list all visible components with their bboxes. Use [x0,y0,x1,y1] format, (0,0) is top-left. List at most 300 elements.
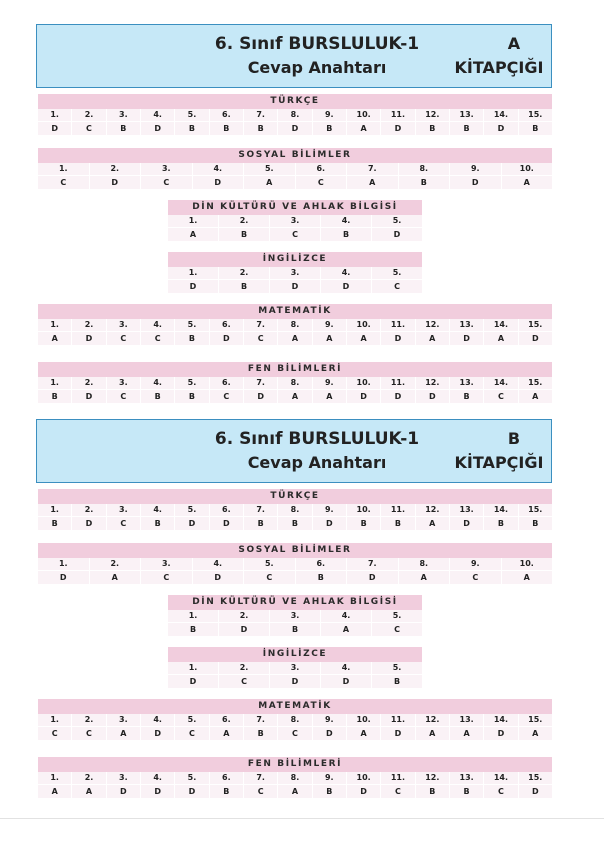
answer-cell [321,610,372,636]
answer-letter: C [120,519,127,528]
answer-cell [175,772,209,798]
question-number: 4. [193,558,244,571]
answer-cell [450,558,502,584]
answer-cell [141,558,193,584]
answer-letter: C [189,729,195,738]
answer-letter: D [497,729,505,738]
question-number: 2. [72,714,105,727]
question-number: 5. [372,267,422,280]
answer-cell [502,558,553,584]
answer-cell [347,714,381,740]
answer-letter: C [86,729,92,738]
answer-letter: B [240,230,248,239]
answer-cell [484,772,518,798]
question-number: 5. [372,215,422,228]
answer-letter: B [463,787,470,796]
answer-cell [38,109,72,135]
booklet-b-section-sosyal-bilimler [38,543,552,584]
answer-letter: B [532,124,539,133]
question-number: 1. [168,610,218,623]
answer-grid [38,163,552,189]
answer-cell [484,714,518,740]
answer-cell [141,504,175,530]
answer-cell [168,662,219,688]
answer-cell [519,714,552,740]
answer-cell [278,504,312,530]
booklet-a-section-matematik [38,304,552,345]
question-number: 11. [381,319,414,332]
question-number: 10. [347,109,380,122]
question-number: 15. [519,319,552,332]
answer-grid [38,377,552,403]
question-number: 14. [484,319,517,332]
answer-cell [278,109,312,135]
question-number: 1. [168,662,218,675]
question-number: 8. [278,772,311,785]
answer-cell [321,267,372,293]
question-number: 13. [450,319,483,332]
booklet-letter: B [507,429,521,448]
answer-letter: B [393,677,401,686]
question-number: 15. [519,772,552,785]
question-number: 3. [270,610,320,623]
question-number: 13. [450,504,483,517]
answer-cell [244,504,278,530]
question-number: 1. [38,163,89,176]
answer-letter: D [111,178,119,187]
answer-letter: A [111,573,118,582]
question-number: 13. [450,109,483,122]
question-number: 8. [278,109,311,122]
answer-cell [313,772,347,798]
answer-grid [38,558,552,584]
question-number: 9. [450,558,501,571]
answer-cell [381,504,415,530]
question-number: 5. [175,377,208,390]
question-number: 8. [278,319,311,332]
answer-cell [381,714,415,740]
answer-cell [450,714,484,740]
answer-letter: B [429,124,436,133]
answer-cell [244,319,278,345]
question-number: 4. [141,772,174,785]
question-number: 3. [141,558,192,571]
question-number: 9. [313,109,346,122]
answer-grid [38,504,552,530]
answer-cell [416,319,450,345]
answer-cell [484,377,518,403]
booklet-b-section-ingilizce [168,647,422,688]
answer-cell [321,215,372,241]
answer-cell [484,109,518,135]
question-number: 9. [313,504,346,517]
question-number: 7. [244,714,277,727]
answer-letter: C [394,625,400,634]
question-number: 3. [107,377,140,390]
answer-letter: A [532,392,539,401]
question-number: 7. [244,504,277,517]
answer-letter: A [369,178,376,187]
answer-grid [38,772,552,798]
answer-cell [193,163,245,189]
answer-cell [244,772,278,798]
question-number: 8. [278,377,311,390]
question-number: 1. [38,109,71,122]
answer-cell [313,504,347,530]
section-title: FEN BİLİMLERİ [38,757,552,772]
answer-letter: A [85,787,93,796]
answer-letter: A [429,334,436,343]
answer-letter: D [85,334,93,343]
question-number: 14. [484,377,517,390]
answer-letter: A [497,334,505,343]
question-number: 14. [484,714,517,727]
answer-cell [313,109,347,135]
question-number: 1. [168,267,218,280]
answer-letter: A [326,334,333,343]
answer-cell [519,772,552,798]
question-number: 3. [107,109,140,122]
question-number: 12. [416,109,449,122]
answer-cell [519,377,552,403]
question-number: 12. [416,377,449,390]
answer-letter: A [120,729,127,738]
answer-cell [210,377,244,403]
answer-cell [484,504,518,530]
answer-letter: C [120,334,127,343]
question-number: 11. [381,772,414,785]
question-number: 2. [72,319,105,332]
answer-cell [210,109,244,135]
answer-letter: A [51,787,58,796]
section-title: TÜRKÇE [38,489,552,504]
answer-cell [519,109,552,135]
footer-divider [0,818,604,819]
section-title: MATEMATİK [38,699,552,714]
answer-letter: D [497,124,505,133]
question-number: 15. [519,377,552,390]
answer-cell [219,215,270,241]
question-number: 5. [244,163,295,176]
question-number: 5. [372,610,422,623]
answer-letter: B [394,519,401,528]
question-number: 15. [519,109,552,122]
answer-letter: D [291,282,299,291]
answer-letter: D [291,677,299,686]
question-number: 2. [219,215,269,228]
answer-letter: D [428,392,436,401]
answer-letter: B [463,392,470,401]
question-number: 2. [219,267,269,280]
booklet-a-section-sosyal-bilimler [38,148,552,189]
answer-letter: C [317,178,324,187]
answer-cell [313,714,347,740]
question-number: 1. [38,558,89,571]
question-number: 14. [484,504,517,517]
answer-letter: C [266,573,273,582]
answer-cell [38,163,90,189]
question-number: 6. [210,109,243,122]
answer-cell [381,772,415,798]
answer-cell [347,109,381,135]
answer-cell [347,558,399,584]
answer-letter: D [85,392,93,401]
booklet-a-header [36,24,552,88]
answer-letter: B [154,519,161,528]
answer-letter: C [394,282,400,291]
answer-grid [168,215,422,241]
answer-cell [38,504,72,530]
question-number: 2. [219,610,269,623]
answer-letter: B [154,392,161,401]
answer-cell [72,714,106,740]
answer-cell [38,319,72,345]
answer-letter: B [326,787,333,796]
answer-letter: D [394,392,402,401]
answer-cell [347,504,381,530]
answer-letter: B [120,124,127,133]
answer-letter: C [497,787,504,796]
question-number: 5. [175,109,208,122]
answer-letter: A [189,230,197,239]
answer-letter: D [188,787,196,796]
answer-letter: D [368,573,376,582]
question-number: 1. [38,319,71,332]
question-number: 14. [484,109,517,122]
answer-letter: A [51,334,58,343]
answer-cell [270,610,321,636]
answer-cell [381,109,415,135]
answer-letter: D [463,519,470,528]
question-number: 5. [175,504,208,517]
question-number: 10. [347,319,380,332]
answer-cell [175,714,209,740]
answer-letter: D [120,787,127,796]
answer-letter: D [394,334,402,343]
question-number: 12. [416,772,449,785]
answer-cell [168,267,219,293]
answer-letter: D [471,178,479,187]
question-number: 12. [416,319,449,332]
answer-letter: B [257,124,264,133]
section-title: SOSYAL BİLİMLER [38,148,552,163]
answer-cell [168,610,219,636]
section-title: MATEMATİK [38,304,552,319]
answer-letter: A [326,392,333,401]
answer-letter: C [154,334,161,343]
answer-cell [270,267,321,293]
answer-cell [210,319,244,345]
question-number: 7. [347,558,398,571]
answer-cell [372,267,422,293]
answer-letter: A [266,178,273,187]
answer-letter: D [531,787,539,796]
answer-cell [399,558,451,584]
answer-cell [416,109,450,135]
answer-letter: C [120,392,127,401]
answer-cell [244,558,296,584]
question-number: 6. [210,772,243,785]
answer-cell [278,772,312,798]
question-number: 9. [313,714,346,727]
answer-cell [72,772,106,798]
answer-letter: D [360,787,367,796]
answer-cell [313,377,347,403]
question-number: 2. [90,163,141,176]
answer-cell [321,662,372,688]
answer-letter: D [154,787,161,796]
answer-cell [450,319,484,345]
answer-letter: D [188,519,196,528]
answer-cell [244,377,278,403]
question-number: 14. [484,772,517,785]
question-number: 6. [210,504,243,517]
answer-cell [219,662,270,688]
answer-cell [416,772,450,798]
answer-letter: D [214,573,222,582]
answer-cell [278,319,312,345]
answer-cell [270,662,321,688]
answer-letter: D [393,230,401,239]
answer-cell [141,377,175,403]
answer-letter: A [360,334,367,343]
question-number: 2. [72,772,105,785]
answer-letter: A [523,573,530,582]
question-number: 2. [72,504,105,517]
answer-letter: D [222,519,230,528]
question-number: 9. [313,319,346,332]
question-number: 11. [381,504,414,517]
answer-letter: C [51,729,58,738]
answer-letter: B [189,625,197,634]
answer-letter: C [292,230,298,239]
answer-letter: A [429,519,436,528]
answer-letter: C [241,677,247,686]
question-number: 2. [219,662,269,675]
answer-letter: B [326,124,333,133]
answer-letter: D [325,729,333,738]
question-number: 11. [381,109,414,122]
question-number: 12. [416,504,449,517]
answer-cell [219,610,270,636]
question-number: 2. [90,558,141,571]
booklet-a-section-din-kulturu [168,200,422,241]
question-number: 5. [175,714,208,727]
answer-cell [175,504,209,530]
question-number: 7. [244,772,277,785]
answer-cell [278,714,312,740]
answer-letter: A [291,334,299,343]
answer-cell [519,504,552,530]
answer-grid [168,610,422,636]
booklet-b-section-din-kulturu [168,595,422,636]
answer-cell [141,772,175,798]
answer-cell [210,504,244,530]
booklet-letter: A [507,34,521,53]
answer-cell [38,714,72,740]
booklet-b-section-matematik [38,699,552,740]
answer-letter: D [394,124,402,133]
answer-letter: D [257,392,264,401]
answer-letter: D [154,729,161,738]
question-number: 10. [347,377,380,390]
answer-cell [450,504,484,530]
question-number: 10. [347,504,380,517]
answer-cell [372,610,422,636]
answer-letter: B [360,519,367,528]
answer-letter: A [532,729,539,738]
answer-cell [141,319,175,345]
answer-letter: B [257,729,264,738]
question-number: 4. [321,610,371,623]
question-number: 8. [278,504,311,517]
answer-letter: D [189,282,197,291]
answer-letter: B [291,519,299,528]
section-title: DİN KÜLTÜRÜ VE AHLAK BİLGİSİ [168,595,422,610]
answer-cell [484,319,518,345]
answer-letter: D [85,519,93,528]
answer-cell [296,163,348,189]
answer-cell [210,714,244,740]
answer-letter: C [163,573,170,582]
answer-letter: C [60,178,67,187]
answer-letter: C [257,334,264,343]
answer-cell [416,714,450,740]
answer-letter: A [342,625,350,634]
answer-letter: C [472,573,479,582]
answer-cell [90,163,142,189]
answer-letter: B [257,519,264,528]
answer-cell [450,772,484,798]
question-number: 6. [210,319,243,332]
question-number: 8. [399,163,450,176]
answer-cell [38,772,72,798]
answer-letter: D [154,124,161,133]
answer-cell [175,109,209,135]
answer-cell [72,109,106,135]
answer-letter: A [429,729,436,738]
answer-cell [296,558,348,584]
answer-letter: C [223,392,230,401]
answer-cell [107,714,141,740]
answer-cell [38,377,72,403]
answer-letter: A [523,178,530,187]
answer-grid [168,662,422,688]
answer-letter: A [360,729,367,738]
answer-letter: A [360,124,367,133]
answer-cell [244,714,278,740]
answer-cell [347,319,381,345]
answer-letter: C [395,787,401,796]
question-number: 6. [296,163,347,176]
answer-letter: A [463,729,470,738]
question-number: 3. [107,319,140,332]
answer-cell [416,377,450,403]
question-number: 4. [141,504,174,517]
answer-cell [175,377,209,403]
booklet-a-section-ingilizce [168,252,422,293]
answer-letter: D [531,334,539,343]
question-number: 8. [399,558,450,571]
question-number: 5. [175,319,208,332]
answer-letter: D [222,334,230,343]
answer-letter: B [223,787,230,796]
question-number: 7. [244,319,277,332]
answer-letter: D [394,729,402,738]
question-number: 5. [244,558,295,571]
section-title: İNGİLİZCE [168,252,422,267]
answer-cell [168,215,219,241]
